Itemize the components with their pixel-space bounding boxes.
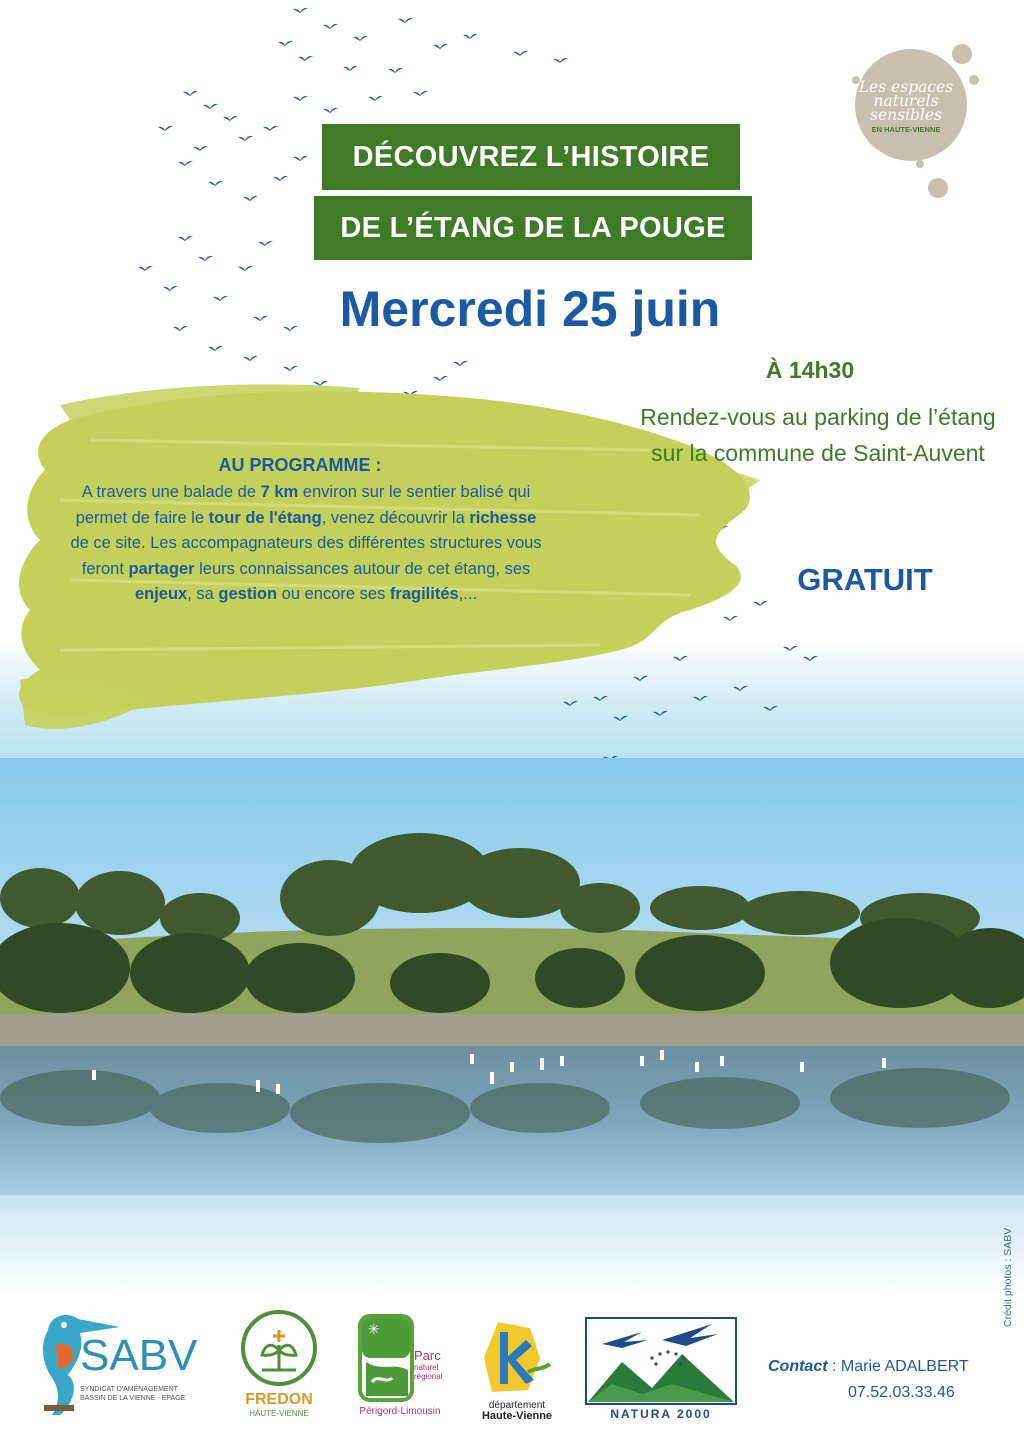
bird-silhouette (513, 51, 528, 56)
price-label: GRATUIT (797, 562, 933, 597)
fredon-logo (234, 1310, 324, 1422)
bird-silhouette (178, 236, 193, 241)
bird-silhouette (803, 656, 818, 661)
bird-silhouette (208, 181, 223, 186)
bird-silhouette (253, 316, 268, 321)
bird-silhouette (193, 146, 208, 151)
bird-silhouette (178, 161, 193, 166)
bird-silhouette (433, 44, 448, 49)
pond-landscape-photo (0, 758, 1024, 1198)
bird-silhouette (413, 91, 428, 96)
bird-silhouette (553, 58, 568, 63)
bird-silhouette (368, 96, 383, 101)
programme-text: ,... (458, 585, 478, 603)
ens-line-3: sensibles (869, 106, 943, 124)
contact-name: Marie ADALBERT (840, 1358, 969, 1375)
bird-silhouette (453, 361, 468, 366)
bird-silhouette (208, 346, 223, 351)
bird-silhouette (283, 366, 298, 371)
ens-logo-text (846, 80, 966, 122)
sabv-subtitle-1: SYNDICAT D'AMÉNAGEMENT (80, 1386, 178, 1393)
bird-silhouette (238, 136, 253, 141)
ens-logo-subtitle: EN HAUTE-VIENNE (871, 125, 941, 134)
bird-silhouette (158, 126, 173, 131)
programme-text: environ sur le sentier balisé qui permet de faire le (75, 483, 531, 527)
programme-text: , sa (187, 585, 219, 603)
meeting-point-line-1: Rendez-vous au parking de l’étang (640, 404, 996, 430)
programme-highlight: tour de l'étang (208, 508, 322, 527)
bird-silhouette (293, 8, 308, 13)
parc-name: Périgord-Limousin (359, 1406, 441, 1417)
title-banner-2: DE L’ÉTANG DE LA POUGE (314, 196, 752, 260)
bird-silhouette (283, 326, 298, 331)
parc-word-1: Parc (414, 1348, 441, 1363)
bird-silhouette (163, 286, 178, 291)
bird-silhouette (273, 176, 288, 181)
bird-silhouette (388, 68, 403, 73)
parc-word-3: régional (414, 1372, 443, 1381)
contact-label: Contact (768, 1358, 828, 1375)
programme-text: de ce site. Les accompagnateurs des différentes structures vous feront (70, 534, 542, 578)
bird-silhouette (243, 196, 258, 201)
sabv-name: SABV (80, 1331, 198, 1380)
bird-silhouette (278, 41, 293, 46)
bottom-gradient (0, 1195, 1024, 1305)
programme-highlight: enjeux (134, 585, 188, 603)
bird-silhouette (353, 36, 368, 41)
bird-silhouette (783, 646, 798, 651)
title-banner-1: DÉCOUVREZ L’HISTOIRE (322, 124, 740, 190)
natura2000-logo (582, 1314, 740, 1424)
sabv-logo (30, 1305, 215, 1425)
bird-silhouette (183, 91, 198, 96)
bird-silhouette (138, 266, 153, 271)
programme-highlight: fragilités (389, 585, 459, 603)
natura-name: NATURA 2000 (610, 1407, 712, 1421)
bird-silhouette (173, 326, 188, 331)
bird-silhouette (243, 356, 258, 361)
departement-word: département (488, 1400, 546, 1411)
sabv-subtitle-2: BASSIN DE LA VIENNE - EPAGE (80, 1395, 186, 1402)
fredon-subtitle: HAUTE-VIENNE (249, 1409, 309, 1418)
programme-highlight: 7 km (260, 483, 299, 501)
photo-credit-text: Crédit photos : SABV (1002, 1227, 1014, 1327)
programme-highlight: richesse (469, 508, 537, 527)
bird-silhouette (323, 108, 338, 113)
bird-silhouette (263, 126, 278, 131)
svg-text:✳: ✳ (368, 1321, 380, 1337)
contact-line (768, 1358, 969, 1376)
bird-silhouette (293, 96, 308, 101)
departement-name: Haute-Vienne (481, 1410, 553, 1422)
programme-text: leurs connaissances autour de cet étang, ses (194, 559, 531, 578)
bird-silhouette (343, 66, 358, 71)
programme-text: , venez découvrir la (321, 508, 470, 527)
bird-silhouette (213, 296, 228, 301)
bird-silhouette (463, 34, 478, 39)
ens-line-2: naturels (873, 92, 939, 110)
programme-title: AU PROGRAMME : (218, 455, 382, 475)
departement-logo (470, 1318, 565, 1423)
bird-silhouette (398, 18, 413, 23)
programme-description (66, 480, 546, 608)
bird-silhouette (323, 24, 338, 29)
contact-phone: 07.52.03.33.46 (848, 1384, 955, 1401)
bird-silhouette (223, 116, 238, 121)
bird-silhouette (293, 156, 308, 161)
contact-separator: : (827, 1358, 841, 1375)
programme-highlight: gestion (218, 585, 278, 603)
photo-credit (982, 1215, 1022, 1335)
event-date: Mercredi 25 juin (339, 281, 721, 337)
parc-word-2: naturel (414, 1363, 439, 1372)
parc-naturel-logo (352, 1312, 447, 1422)
programme-text: ou encore ses (277, 585, 390, 603)
programme-text: A travers une balade de (81, 483, 261, 501)
ens-line-1: Les espaces (858, 78, 954, 96)
bird-silhouette (198, 256, 213, 261)
programme-highlight: partager (128, 559, 195, 578)
meeting-point-line-2: sur la commune de Saint-Auvent (651, 440, 985, 466)
fredon-name: FREDON (245, 1391, 313, 1408)
bird-silhouette (203, 104, 218, 109)
bird-silhouette (238, 266, 253, 271)
bird-silhouette (258, 241, 273, 246)
bird-silhouette (298, 56, 313, 61)
event-time: À 14h30 (765, 357, 855, 383)
